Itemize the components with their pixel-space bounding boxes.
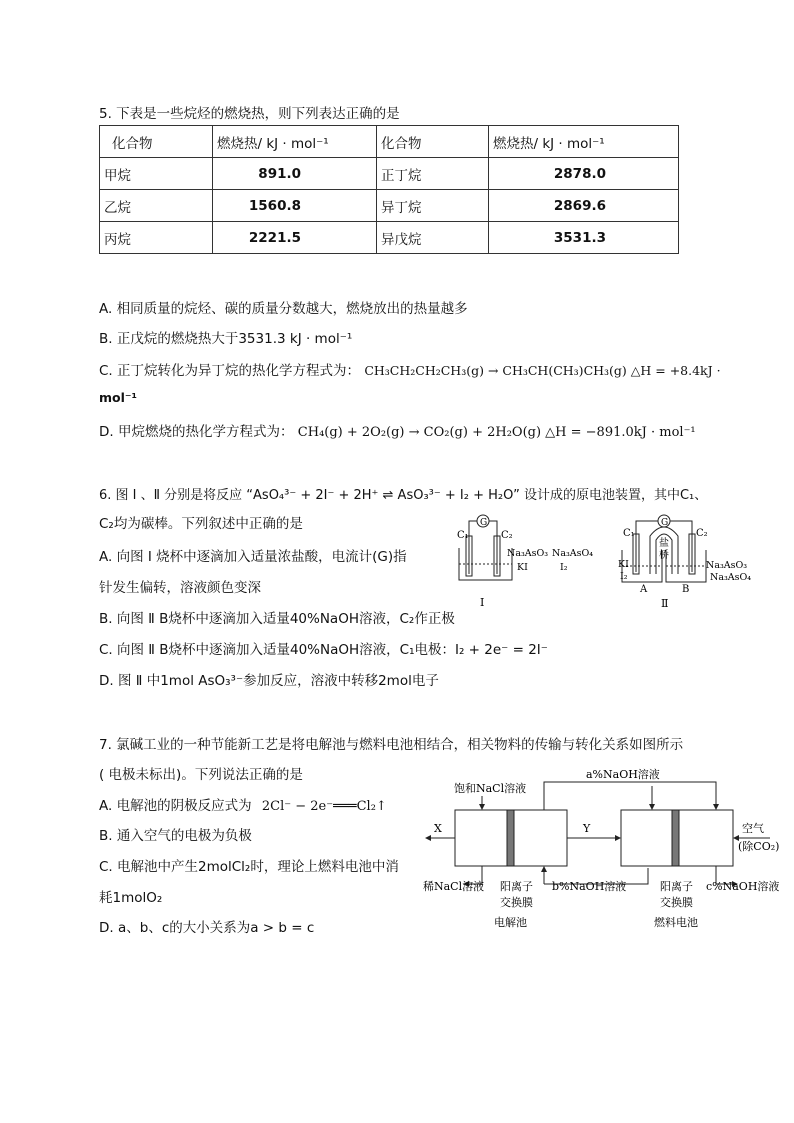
cation-membrane-2-label-b: 交换膜	[660, 896, 693, 909]
fig2-solution-label-2: Na₃AsO₄	[710, 572, 752, 583]
air-label: 空气	[742, 822, 764, 835]
fig1-c2-label: C₂	[501, 530, 513, 541]
q5-option-a: A. 相同质量的烷烃、碳的质量分数越大，燃烧放出的热量越多	[99, 301, 468, 317]
table-cell: 891.0	[213, 158, 377, 190]
table-row	[100, 222, 679, 254]
q7-option-a	[99, 794, 387, 814]
table-cell: 3531.3	[489, 222, 679, 254]
q5-option-c-equation: CH₃CH₂CH₂CH₃(g) → CH₃CH(CH₃)CH₃(g) △H = +8.4kJ ·	[364, 363, 721, 378]
q7-option-b: B. 通入空气的电极为负极	[99, 828, 252, 844]
q6-option-a-line1: A. 向图 Ⅰ 烧杯中逐滴加入适量浓盐酸，电流计(G)指	[99, 549, 407, 565]
table-row	[100, 190, 679, 222]
c-naoh-label: c%NaOH溶液	[706, 880, 780, 893]
fig1-number-label: Ⅰ	[480, 596, 485, 609]
q7-option-d: D. a、b、c的大小关系为a > b = c	[99, 920, 315, 936]
flow-arrows	[428, 782, 770, 884]
heat-table	[99, 125, 679, 254]
table-cell: 甲烷	[100, 158, 213, 190]
x-label: X	[434, 822, 442, 835]
fig2-beaker-a-label: A	[640, 584, 648, 595]
table-header: 燃烧热/ kJ · mol⁻¹	[489, 126, 679, 158]
table-cell: 乙烷	[100, 190, 213, 222]
cation-membrane-1-label-b: 交换膜	[500, 896, 533, 909]
table-cell: 1560.8	[213, 190, 377, 222]
fig1-c1-label: C₁	[457, 530, 469, 541]
q5-stem: 5. 下表是一些烷烃的燃烧热，则下列表达正确的是	[99, 106, 400, 122]
chlor-alkali-diagram	[420, 768, 790, 934]
fig2-solution-label-1: Na₃AsO₃	[706, 560, 748, 571]
table-cell: 异丁烷	[377, 190, 489, 222]
q5-option-d	[99, 420, 696, 440]
table-cell: 丙烷	[100, 222, 213, 254]
table-cell: 2221.5	[213, 222, 377, 254]
q5-option-c-text: C. 正丁烷转化为异丁烷的热化学方程式为：	[99, 363, 361, 379]
a-naoh-label: a%NaOH溶液	[586, 768, 660, 781]
q6-option-c: C. 向图 Ⅱ B烧杯中逐滴加入适量40%NaOH溶液，C₁电极：I₂ + 2e⁻ = 2I⁻	[99, 642, 548, 658]
q5-option-d-text: D. 甲烷燃烧的热化学方程式为：	[99, 424, 294, 440]
fig2-ki-label: KI	[618, 559, 629, 570]
fig2-c2-label: C₂	[696, 528, 708, 539]
q6-stem-line2: C₂均为碳棒。下列叙述中正确的是	[99, 516, 303, 532]
table-cell: 2878.0	[489, 158, 679, 190]
q5-option-c-continued: mol⁻¹	[99, 390, 137, 405]
fig2-number-label: Ⅱ	[661, 597, 669, 610]
b-naoh-label: b%NaOH溶液	[552, 880, 627, 893]
table-cell: 正丁烷	[377, 158, 489, 190]
q7-option-a-text: A. 电解池的阴极反应式为	[99, 798, 252, 814]
fig1-solution-label-2: Na₃AsO₄	[552, 548, 594, 559]
galvanic-cell-figure	[430, 512, 760, 610]
table-row	[100, 158, 679, 190]
q7-option-a-equation: 2Cl⁻ − 2e⁻═══Cl₂↑	[261, 799, 387, 814]
fig1-galvanometer-label: G	[480, 518, 488, 528]
q5-option-c	[99, 359, 721, 379]
q6-option-d: D. 图 Ⅱ 中1mol AsO₃³⁻参加反应，溶液中转移2mol电子	[99, 673, 439, 689]
arrow-heads	[425, 804, 739, 887]
cation-membrane-2-label-a: 阳离子	[660, 880, 693, 893]
q7-option-c-line2: 耗1molO₂	[99, 890, 163, 906]
q6-option-b: B. 向图 Ⅱ B烧杯中逐滴加入适量40%NaOH溶液，C₂作正极	[99, 611, 455, 627]
electrolysis-cell	[455, 810, 567, 866]
q6-option-a-line2: 针发生偏转，溶液颜色变深	[99, 580, 261, 596]
q5-option-d-equation: CH₄(g) + 2O₂(g) → CO₂(g) + 2H₂O(g) △H = −891.0kJ · mol⁻¹	[297, 425, 696, 440]
cation-membrane-1-label-a: 阳离子	[500, 880, 533, 893]
y-label: Y	[583, 822, 591, 835]
q5-option-b: B. 正戊烷的燃烧热大于3531.3 kJ · mol⁻¹	[99, 331, 353, 347]
dilute-nacl-label: 稀NaCl溶液	[423, 880, 485, 893]
q7-stem-line1: 7. 氯碱工业的一种节能新工艺是将电解池与燃料电池相结合，相关物料的传输与转化关系如图所示	[99, 737, 684, 753]
remove-co2-label: (除CO₂)	[738, 840, 780, 853]
fig2-beaker-b-label: B	[682, 584, 690, 595]
salt-bridge-label-1: 盐	[659, 538, 669, 549]
q7-stem-line2: ( 电极未标出)。下列说法正确的是	[99, 767, 303, 783]
fig2-c1-label: C₁	[623, 528, 635, 539]
q7-option-c-line1: C. 电解池中产生2molCl₂时，理论上燃料电池中消	[99, 859, 399, 875]
fuel-cell-label: 燃料电池	[654, 916, 698, 929]
fig1-solution-label-1: Na₃AsO₃	[507, 548, 549, 559]
table-cell: 异戊烷	[377, 222, 489, 254]
fig1-i2-label: I₂	[560, 562, 568, 573]
salt-bridge-label-2: 桥	[659, 550, 669, 561]
table-header: 化合物	[100, 126, 213, 158]
table-header: 化合物	[377, 126, 489, 158]
q6-stem-line1: 6. 图 Ⅰ 、Ⅱ 分别是将反应 “AsO₄³⁻ + 2I⁻ + 2H⁺ ⇌ AsO₃³⁻ + I₂ + H₂O” 设计成的原电池装置，其中C₁、	[99, 488, 708, 503]
electrolysis-cell-label: 电解池	[494, 916, 527, 929]
saturated-nacl-label: 饱和NaCl溶液	[454, 782, 527, 795]
fig2-i2-label: I₂	[620, 571, 628, 582]
fig1-ki-label: KI	[517, 562, 528, 573]
table-header: 燃烧热/ kJ · mol⁻¹	[213, 126, 377, 158]
table-cell: 2869.6	[489, 190, 679, 222]
fuel-cell	[621, 810, 733, 866]
table-header-row	[100, 126, 679, 158]
fig2-galvanometer-label: G	[661, 518, 669, 528]
